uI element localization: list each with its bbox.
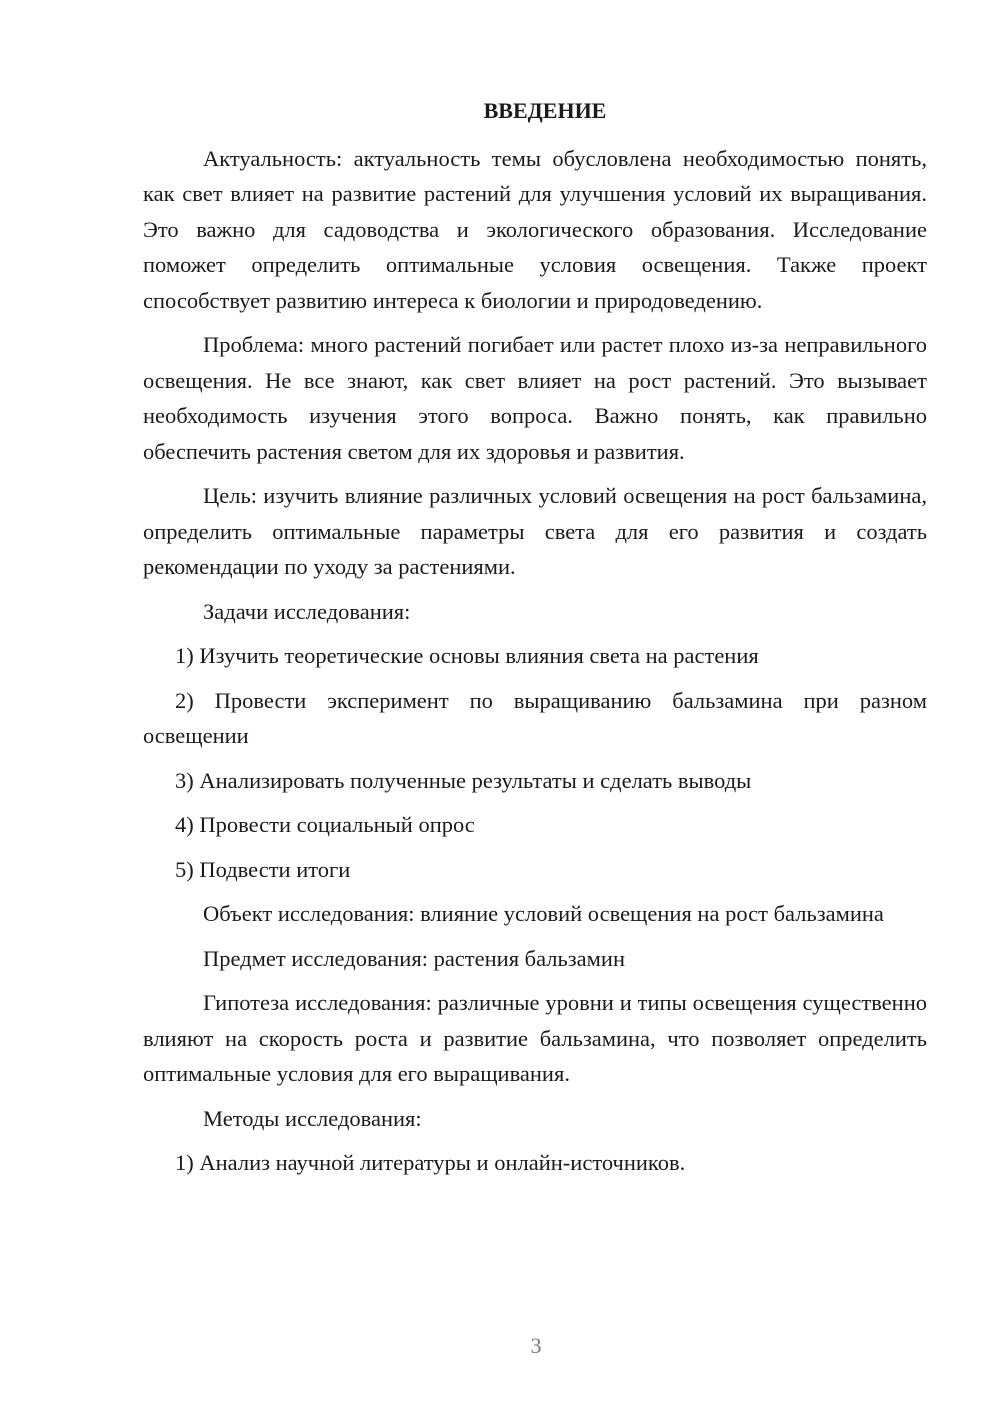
list-item-task-1: 1) Изучить теоретические основы влияния света на растения [175, 643, 759, 668]
paragraph-object: Объект исследования: влияние условий освещения на рост бальзамина [203, 901, 884, 926]
tasks-heading: Задачи исследования: [203, 598, 411, 624]
list-item-method-1: 1) Анализ научной литературы и онлайн-источников. [175, 1150, 686, 1175]
paragraph-relevance: Актуальность: актуальность темы обусловлена необходимостью понять, как свет влияет на развитие растений для улучшения условий их выращивания. Это важно для садоводства и экологического образования. Исследование поможет определить оптимальные условия освещения. Также проект способствует развитию интереса к биологии и природоведению. [143, 145, 927, 313]
paragraph-subject: Предмет исследования: растения бальзамин [203, 945, 625, 971]
paragraph-problem: Проблема: много растений погибает или растет плохо из-за неправильного освещения. Не все знают, как свет влияет на рост растений. Это вызывает необходимость изучения этого вопроса. Важно понять, как правильно обеспечить растения светом для их здоровья и развития. [143, 332, 927, 464]
document-body [143, 93, 927, 1190]
methods-heading: Методы исследования: [203, 1105, 422, 1131]
list-item-task-2: 2) Провести эксперимент по выращиванию бальзамина при разном освещении [143, 687, 927, 748]
list-item-task-5: 5) Подвести итоги [175, 856, 351, 882]
list-item-task-3: 3) Анализировать полученные результаты и сделать выводы [175, 767, 752, 793]
page-number: 3 [530, 1333, 542, 1358]
section-title: ВВЕДЕНИЕ [483, 98, 607, 123]
list-item-task-4: 4) Провести социальный опрос [175, 812, 475, 837]
paragraph-goal: Цель: изучить влияние различных условий освещения на рост бальзамина, определить оптимальные параметры света для его развития и создать рекомендации по уходу за растениями. [143, 483, 927, 579]
paragraph-hypothesis: Гипотеза исследования: различные уровни и типы освещения существенно влияют на скорость роста и развитие бальзамина, что позволяет определить оптимальные условия для его выращивания. [143, 990, 927, 1086]
